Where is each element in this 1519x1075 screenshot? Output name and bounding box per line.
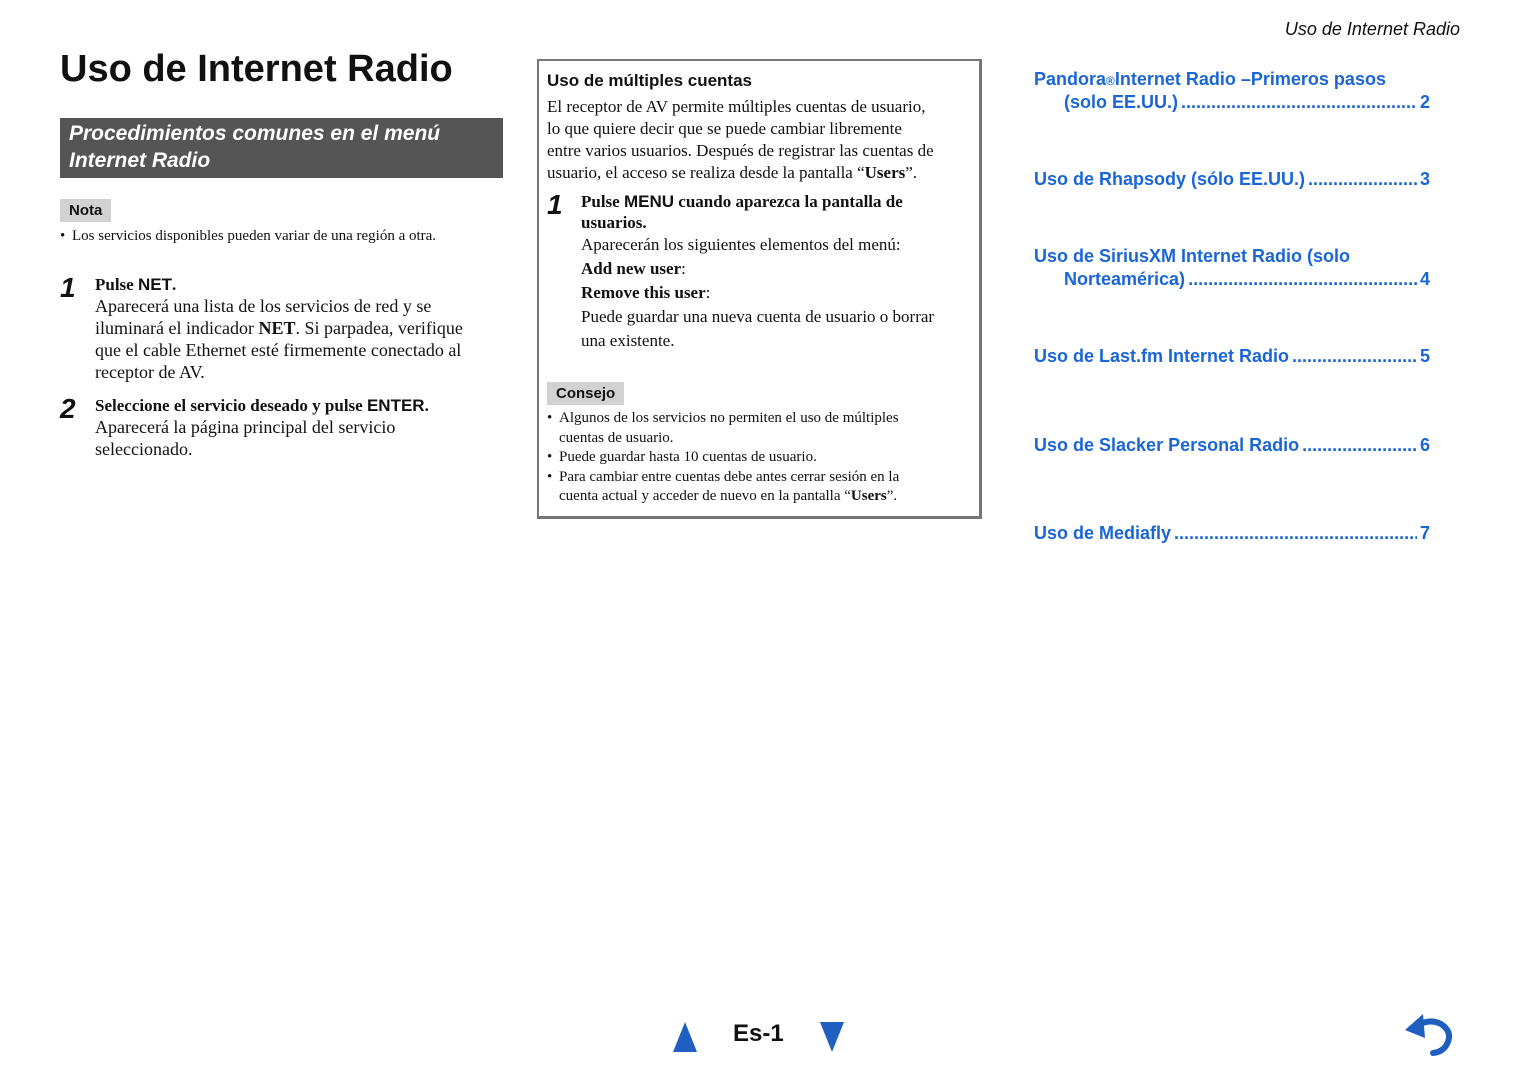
step-text: Puede guardar una nueva cuenta de usuario o borrar (581, 307, 935, 326)
nota-list (60, 227, 500, 246)
step-text: receptor de AV. (95, 362, 205, 382)
consejo-item: • Para cambiar entre cuentas debe antes cerrar sesión en la cuenta actual y acceder de nuevo en la pantalla “Users”. (547, 468, 957, 507)
toc-page-number: 7 (1419, 523, 1430, 543)
key-label: ENTER (366, 396, 425, 415)
consejo-list (547, 409, 957, 507)
consejo-item: • Algunos de los servicios no permiten el uso de múltiples cuentas de usuario. (547, 409, 957, 448)
step-text: Aparecerán los siguientes elementos del menú: (581, 235, 901, 254)
consejo-label: Consejo (547, 382, 624, 405)
page-number: Es-1 (733, 1020, 784, 1047)
multiple-accounts-box (537, 59, 982, 519)
step-text: Aparecerá la página principal del servicio (95, 417, 396, 437)
return-arrow-icon[interactable] (1403, 1012, 1457, 1061)
toc-page-number: 2 (1419, 92, 1430, 112)
step-heading: Pulse NET. (95, 275, 177, 294)
section-heading (60, 118, 503, 178)
section-heading-line2: Internet Radio (69, 149, 211, 172)
toc-page-number: 5 (1419, 346, 1430, 366)
menu-item-add-user: Add new user: (581, 259, 686, 278)
toc-link-lastfm[interactable]: Uso de Last.fm Internet Radio ..... 5 (1034, 345, 1430, 368)
step-number: 1 (547, 189, 563, 220)
step-text: que el cable Ethernet esté firmemente conectado al (95, 340, 462, 360)
menu-item-remove-user: Remove this user: (581, 283, 711, 302)
key-label: NET (137, 275, 172, 294)
toc-link-siriusxm[interactable]: Uso de SiriusXM Internet Radio (solo Norteamérica) ..... 4 (1034, 245, 1430, 291)
page-title: Uso de Internet Radio (60, 48, 453, 90)
step-text: iluminará el indicador NET. Si parpadea, verifique (95, 318, 463, 338)
nota-label: Nota (60, 199, 111, 222)
box-intro: El receptor de AV permite múltiples cuentas de usuario, lo que quiere decir que se puede cambiar libremente entre varios usuarios. Después de registrar las cuentas de usuario, el acceso se realiza desde la pantalla “Users”. (547, 97, 934, 182)
box-title: Uso de múltiples cuentas (547, 71, 752, 90)
step-text: Aparecerá una lista de los servicios de red y se (95, 296, 432, 316)
step-text: una existente. (581, 331, 675, 350)
toc-link-rhapsody[interactable]: Uso de Rhapsody (sólo EE.UU.) ..... 3 (1034, 168, 1430, 191)
nota-item: • Los servicios disponibles pueden variar de una región a otra. (60, 227, 500, 246)
triangle-up-icon[interactable] (672, 1021, 698, 1058)
consejo-item: • Puede guardar hasta 10 cuentas de usuario. (547, 448, 957, 468)
step-1 (60, 274, 500, 383)
section-heading-line1: Procedimientos comunes en el menú (69, 122, 441, 145)
toc-page-number: 3 (1419, 169, 1430, 189)
step-heading: Seleccione el servicio deseado y pulse ENTER. (95, 396, 429, 415)
toc-page-number: 6 (1419, 435, 1430, 455)
toc-link-slacker[interactable]: Uso de Slacker Personal Radio ..... 6 (1034, 434, 1430, 457)
toc-page-number: 4 (1419, 269, 1430, 289)
box-step-1 (547, 191, 975, 353)
key-label: MENU (623, 192, 675, 211)
triangle-down-icon[interactable] (819, 1021, 845, 1058)
step-number: 1 (60, 272, 76, 303)
step-heading: Pulse MENU cuando aparezca la pantalla de usuarios. (581, 192, 903, 232)
toc-link-pandora[interactable]: Pandora ® Internet Radio –Primeros pasos (solo EE.UU.) ..... 2 (1034, 68, 1430, 114)
toc-link-mediafly[interactable]: Uso de Mediafly ..... 7 (1034, 522, 1430, 545)
running-header: Uso de Internet Radio (1284, 19, 1460, 39)
step-text: seleccionado. (95, 439, 193, 459)
step-2 (60, 395, 500, 460)
step-number: 2 (60, 393, 76, 424)
